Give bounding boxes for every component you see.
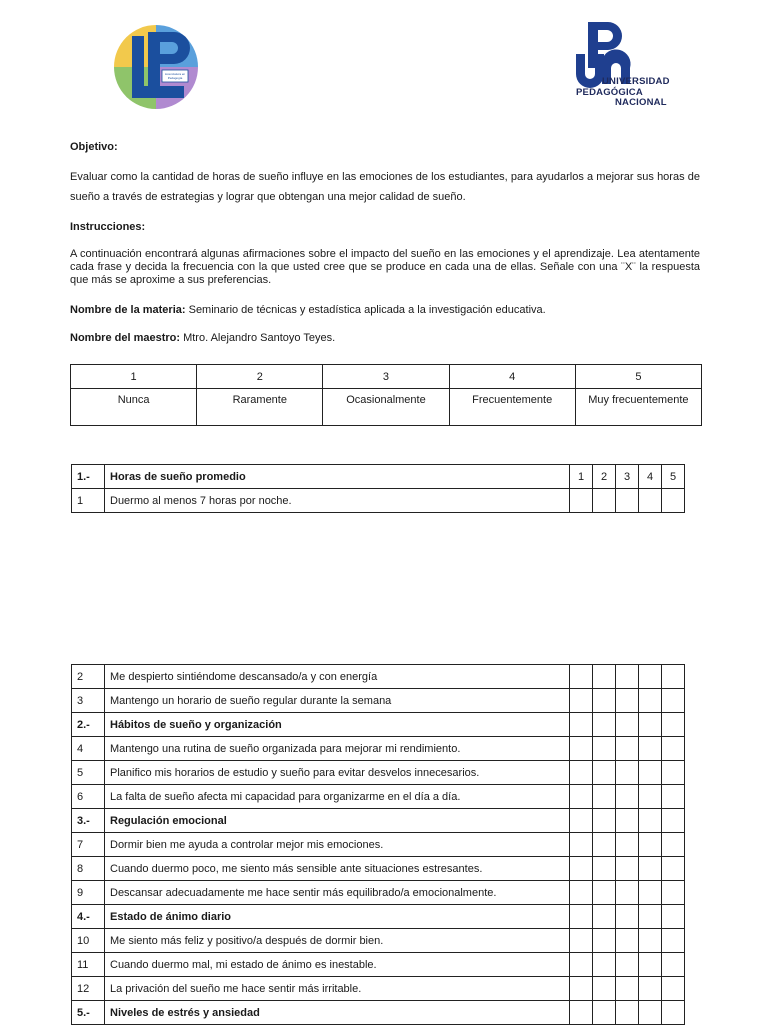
table-row [72, 833, 685, 857]
answer-cell[interactable] [639, 737, 662, 761]
section-row [72, 1001, 685, 1025]
item-text: Planifico mis horarios de estudio y sueño para evitar desvelos innecesarios. [105, 761, 570, 785]
answer-cell [662, 713, 685, 737]
section-row [72, 905, 685, 929]
answer-cell[interactable] [570, 761, 593, 785]
scale-label: Ocasionalmente [323, 389, 449, 426]
item-number: 1 [72, 489, 105, 513]
questionnaire-table-2 [71, 664, 685, 1025]
answer-cell[interactable] [593, 953, 616, 977]
answer-cell[interactable] [570, 489, 593, 513]
scale-number: 3 [323, 365, 449, 389]
answer-cell[interactable] [662, 665, 685, 689]
answer-cell[interactable] [639, 833, 662, 857]
answer-cell[interactable] [616, 689, 639, 713]
answer-cell[interactable] [570, 857, 593, 881]
column-header: 4 [639, 465, 662, 489]
answer-cell[interactable] [639, 689, 662, 713]
section-number: 4.- [72, 905, 105, 929]
item-number: 9 [72, 881, 105, 905]
item-number: 6 [72, 785, 105, 809]
item-number: 3 [72, 689, 105, 713]
answer-cell[interactable] [662, 761, 685, 785]
section-title: Hábitos de sueño y organización [105, 713, 570, 737]
answer-cell[interactable] [593, 857, 616, 881]
column-header: 1 [570, 465, 593, 489]
item-number: 7 [72, 833, 105, 857]
item-number: 4 [72, 737, 105, 761]
item-number: 12 [72, 977, 105, 1001]
scale-number: 2 [197, 365, 323, 389]
answer-cell [662, 809, 685, 833]
section-number: 1.- [72, 465, 105, 489]
answer-cell [639, 905, 662, 929]
answer-cell [593, 809, 616, 833]
column-header: 3 [616, 465, 639, 489]
instructions-text: A continuación encontrará algunas afirmaciones sobre el impacto del sueño en las emociones y el aprendizaje. Lea atentamente cada frase y decida la frecuencia con la que usted cree que se produce en cada una de ellas. Señale con una ¨X¨ la respuesta que más se aproxime a sus preferencias. [70, 248, 700, 286]
answer-cell[interactable] [593, 929, 616, 953]
item-text: Mantengo un horario de sueño regular durante la semana [105, 689, 570, 713]
answer-cell [570, 1001, 593, 1025]
answer-cell [593, 905, 616, 929]
section-number: 5.- [72, 1001, 105, 1025]
university-name-line-2: PEDAGÓGICA [576, 87, 643, 98]
answer-cell[interactable] [662, 833, 685, 857]
answer-cell [639, 713, 662, 737]
answer-cell[interactable] [570, 785, 593, 809]
answer-cell[interactable] [616, 785, 639, 809]
university-name-line-3: NACIONAL [615, 97, 667, 108]
answer-cell[interactable] [593, 489, 616, 513]
answer-cell[interactable] [616, 665, 639, 689]
scale-table [70, 364, 702, 426]
teacher-line [70, 331, 700, 345]
answer-cell [616, 809, 639, 833]
table-row [72, 785, 685, 809]
answer-cell[interactable] [639, 761, 662, 785]
section-title: Regulación emocional [105, 809, 570, 833]
answer-cell [593, 1001, 616, 1025]
answer-cell[interactable] [639, 489, 662, 513]
teacher-value: Mtro. Alejandro Santoyo Teyes. [180, 332, 336, 344]
answer-cell[interactable] [616, 857, 639, 881]
item-text: La privación del sueño me hace sentir más irritable. [105, 977, 570, 1001]
answer-cell[interactable] [593, 737, 616, 761]
answer-cell[interactable] [639, 665, 662, 689]
answer-cell[interactable] [570, 881, 593, 905]
answer-cell[interactable] [639, 785, 662, 809]
section-number: 2.- [72, 713, 105, 737]
answer-cell[interactable] [616, 977, 639, 1001]
answer-cell[interactable] [570, 665, 593, 689]
answer-cell [593, 713, 616, 737]
item-number: 8 [72, 857, 105, 881]
table-row [72, 489, 685, 513]
answer-cell[interactable] [662, 929, 685, 953]
section-title: Estado de ánimo diario [105, 905, 570, 929]
column-header: 2 [593, 465, 616, 489]
answer-cell[interactable] [616, 489, 639, 513]
answer-cell [639, 1001, 662, 1025]
answer-cell[interactable] [616, 833, 639, 857]
program-logo [112, 24, 200, 110]
answer-cell [570, 809, 593, 833]
answer-cell[interactable] [662, 785, 685, 809]
item-text: Me despierto sintiéndome descansado/a y con energía [105, 665, 570, 689]
item-text: Cuando duermo poco, me siento más sensible ante situaciones estresantes. [105, 857, 570, 881]
answer-cell[interactable] [662, 489, 685, 513]
item-text: Dormir bien me ayuda a controlar mejor mis emociones. [105, 833, 570, 857]
answer-cell [616, 905, 639, 929]
answer-cell [570, 905, 593, 929]
section-title: Horas de sueño promedio [105, 465, 570, 489]
objective-label: Objetivo: [70, 141, 118, 153]
table-row [72, 689, 685, 713]
item-text: La falta de sueño afecta mi capacidad para organizarme en el día a día. [105, 785, 570, 809]
answer-cell[interactable] [662, 689, 685, 713]
subject-line [70, 303, 700, 317]
answer-cell[interactable] [570, 929, 593, 953]
questionnaire-table-1 [71, 464, 685, 513]
svg-text:Pedagogía: Pedagogía [167, 76, 183, 80]
answer-cell[interactable] [639, 977, 662, 1001]
answer-cell[interactable] [593, 785, 616, 809]
scale-label: Raramente [197, 389, 323, 426]
table-row [72, 737, 685, 761]
table-row [72, 953, 685, 977]
subject-value: Seminario de técnicas y estadística aplicada a la investigación educativa. [185, 304, 546, 316]
table-row [72, 665, 685, 689]
answer-cell [616, 713, 639, 737]
scale-number: 4 [449, 365, 575, 389]
answer-cell[interactable] [639, 857, 662, 881]
column-header: 5 [662, 465, 685, 489]
answer-cell[interactable] [616, 953, 639, 977]
section-row [72, 713, 685, 737]
answer-cell[interactable] [662, 977, 685, 1001]
table-row [72, 929, 685, 953]
item-text: Mantengo una rutina de sueño organizada para mejorar mi rendimiento. [105, 737, 570, 761]
item-text: Cuando duermo mal, mi estado de ánimo es inestable. [105, 953, 570, 977]
answer-cell[interactable] [639, 953, 662, 977]
answer-cell[interactable] [593, 881, 616, 905]
university-name-line-1: UNIVERSIDAD [602, 76, 670, 87]
answer-cell [662, 905, 685, 929]
answer-cell[interactable] [570, 977, 593, 1001]
answer-cell[interactable] [570, 689, 593, 713]
svg-text:Licenciatura en: Licenciatura en [164, 72, 186, 76]
item-text: Duermo al menos 7 horas por noche. [105, 489, 570, 513]
section-title: Niveles de estrés y ansiedad [105, 1001, 570, 1025]
answer-cell[interactable] [570, 737, 593, 761]
answer-cell[interactable] [616, 881, 639, 905]
section-row [72, 809, 685, 833]
answer-cell[interactable] [570, 953, 593, 977]
answer-cell[interactable] [662, 857, 685, 881]
table-row [72, 857, 685, 881]
item-number: 11 [72, 953, 105, 977]
scale-label: Frecuentemente [449, 389, 575, 426]
answer-cell[interactable] [616, 761, 639, 785]
objective-text: Evaluar como la cantidad de horas de sueño influye en las emociones de los estudiantes, para ayudarlos a mejorar sus horas de sueño a través de estrategias y lograr que obtengan una mejor calidad de sueño. [70, 171, 700, 203]
scale-label: Muy frecuentemente [575, 389, 701, 426]
scale-number: 1 [71, 365, 197, 389]
table-row [72, 977, 685, 1001]
answer-cell [662, 1001, 685, 1025]
instructions-label: Instrucciones: [70, 221, 146, 233]
answer-cell[interactable] [662, 737, 685, 761]
item-number: 10 [72, 929, 105, 953]
answer-cell[interactable] [662, 881, 685, 905]
item-number: 2 [72, 665, 105, 689]
table-row [72, 881, 685, 905]
answer-cell[interactable] [616, 737, 639, 761]
table-row [72, 761, 685, 785]
scale-number: 5 [575, 365, 701, 389]
subject-label: Nombre de la materia: [70, 304, 186, 316]
item-number: 5 [72, 761, 105, 785]
answer-cell[interactable] [639, 881, 662, 905]
section-number: 3.- [72, 809, 105, 833]
answer-cell[interactable] [639, 929, 662, 953]
answer-cell [639, 809, 662, 833]
answer-cell[interactable] [616, 929, 639, 953]
answer-cell[interactable] [662, 953, 685, 977]
answer-cell[interactable] [593, 689, 616, 713]
item-text: Descansar adecuadamente me hace sentir más equilibrado/a emocionalmente. [105, 881, 570, 905]
answer-cell[interactable] [593, 977, 616, 1001]
answer-cell[interactable] [593, 833, 616, 857]
answer-cell[interactable] [593, 665, 616, 689]
answer-cell[interactable] [593, 761, 616, 785]
answer-cell[interactable] [570, 833, 593, 857]
teacher-label: Nombre del maestro: [70, 332, 181, 344]
item-text: Me siento más feliz y positivo/a después de dormir bien. [105, 929, 570, 953]
answer-cell [616, 1001, 639, 1025]
answer-cell [570, 713, 593, 737]
scale-label: Nunca [71, 389, 197, 426]
